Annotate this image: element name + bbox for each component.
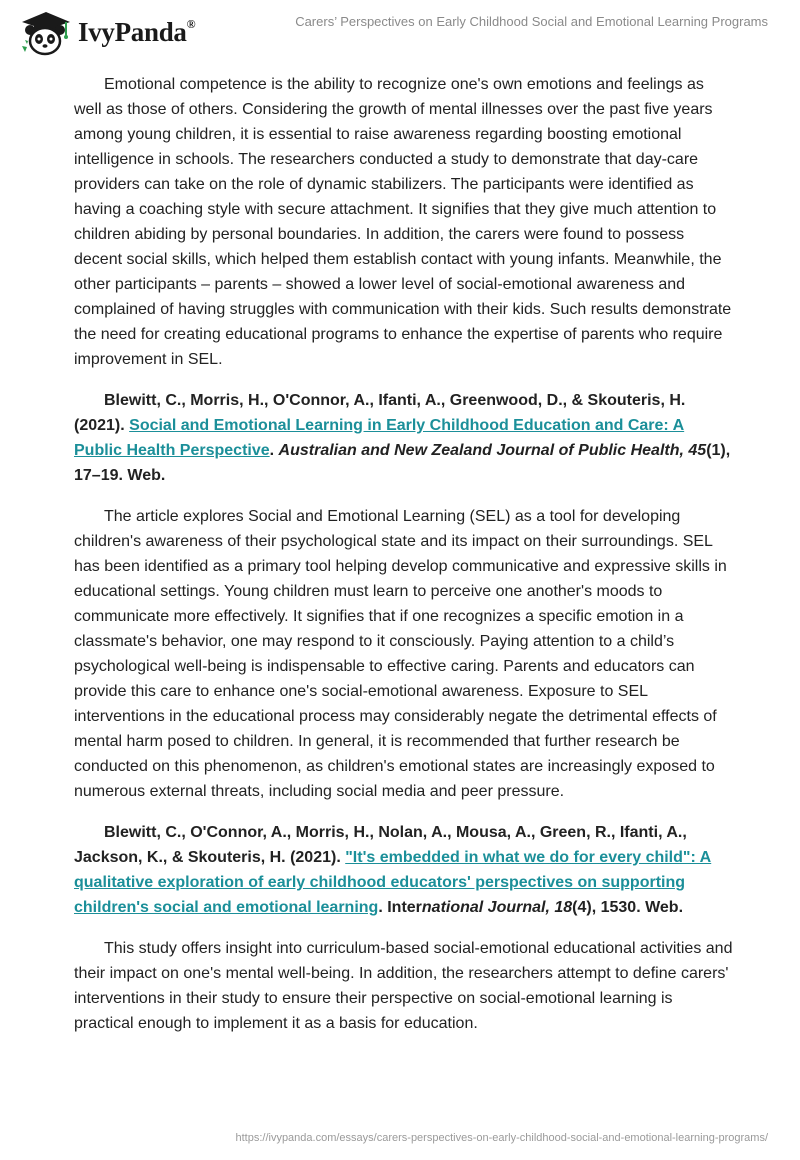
reference-2-authors: Blewitt, C., O'Connor, A., Morris, H., Nolan, A., Mousa, A., Green, R., Ifanti, A., Jackson, K., & Skouteris, H. (2021). bbox=[74, 824, 687, 866]
document-title: Carers’ Perspectives on Early Childhood Social and Emotional Learning Programs bbox=[295, 14, 768, 29]
reference-1-link[interactable]: Social and Emotional Learning in Early Childhood Education and Care: A Public Health Perspective bbox=[74, 417, 685, 459]
reference-2 bbox=[74, 820, 734, 920]
registered-mark: ® bbox=[186, 16, 196, 31]
paragraph-3: This study offers insight into curriculum-based social-emotional educational activities and their impact on one's mental well-being. In addition, the researchers attempt to define carers' interventions in their study to ensure their perspective on social-emotional learning is practical enough to implement it as a basis for education. bbox=[74, 940, 733, 1032]
reference-1 bbox=[74, 388, 734, 488]
reference-2-details: (4), 1530. Web. bbox=[572, 899, 684, 916]
reference-1-journal: Australian and New Zealand Journal of Public Health, 45 bbox=[278, 442, 707, 459]
footer-url: https://ivypanda.com/essays/carers-perspectives-on-early-childhood-social-and-emotional-learning-programs/ bbox=[235, 1132, 768, 1144]
reference-1-after-link: . bbox=[269, 442, 279, 459]
reference-1-details: (1), 17–19. Web. bbox=[74, 442, 731, 484]
ivypanda-logo[interactable] bbox=[16, 8, 195, 58]
reference-2-after-link: . Inter bbox=[378, 899, 422, 916]
paragraph-1: Emotional competence is the ability to recognize one's own emotions and feelings as well as those of others. Considering the growth of mental illnesses over the past five years among young children, it is essential to raise awareness regarding boosting emotional intelligence in schools. The researchers conducted a study to demonstrate that day-care providers can take on the role of dynamic stabilizers. The participants were identified as having a coaching style with secure attachment. It signifies that they give much attention to children abiding by personal boundaries. In addition, the carers were found to possess decent social skills, which helped them establish contact with young infants. Meanwhile, the other participants – parents – showed a lower level of social-emotional awareness and complained of having struggles with communication with their kids. Such results demonstrate the need for creating educational programs to enhance the expertise of parents who require improvement in SEL. bbox=[74, 76, 732, 368]
logo-text: IvyPanda® bbox=[78, 16, 196, 47]
reference-2-journal: national Journal, 18 bbox=[421, 899, 573, 916]
reference-1-authors: Blewitt, C., Morris, H., O'Connor, A., Ifanti, A., Greenwood, D., & Skouteris, H. (2021). bbox=[74, 392, 686, 434]
reference-2-link[interactable]: "It's embedded in what we do for every child": A qualitative exploration of early childhood educators' perspectives on supporting children's social and emotional learning bbox=[74, 849, 712, 916]
panda-graduate-icon bbox=[16, 8, 76, 58]
paragraph-2: The article explores Social and Emotional Learning (SEL) as a tool for developing children's awareness of their psychological state and its impact on their surroundings. SEL has been identified as a primary tool helping develop communicative and expressive skills in educational settings. Young children must learn to perceive one another's moods to communicate more effectively. It signifies that if one recognizes a specific emotion in a classmate's behavior, one may respond to it consciously. Paying attention to a child’s psychological well-being is indispensable to effective caring. Parents and educators can provide this care to enhance one's social-emotional awareness. Exposure to SEL interventions in the educational process may considerably negate the detrimental effects of mental harm posed to children. In general, it is recommended that further research be conducted on this phenomenon, as children's emotional states are increasingly exposed to numerous external threats, including social media and peer pressure. bbox=[74, 508, 727, 800]
document-body bbox=[74, 72, 734, 1036]
